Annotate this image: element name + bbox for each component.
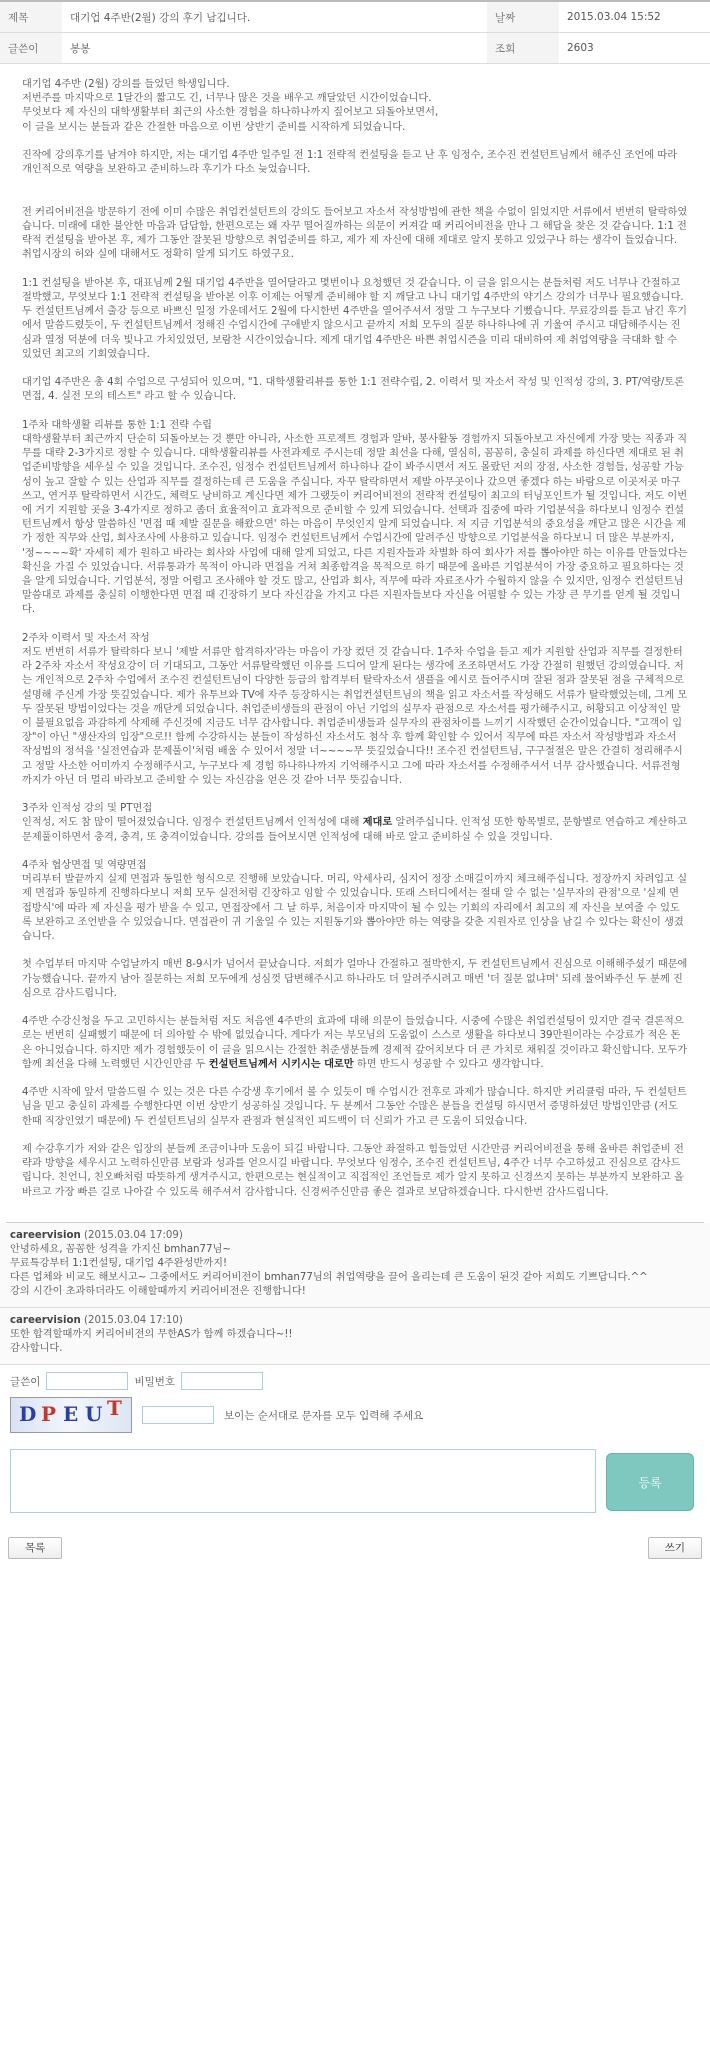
post-meta-table (0, 0, 710, 64)
body-paragraph: 1주차 대학생활 리뷰를 통한 1:1 전략 수립 대학생활부터 최근까지 단순히 되돌아보는 것 뿐만 아니라, 사소한 프로젝트 경험과 알바, 봉사활동 경험까지 되돌아보고 자신에게 가장 맞는 직종과 직무를 대략 2-3가지로 정할 수 있습니다. 대학생활리뷰를 사전과제로 주시는데 정말 최선을 다해, 열심히, 꼼꼼히, 충실히 과제를 하신다면 제대로 된 취업준비방향을 세우실 수 있을 것입니다. 조수진, 임정수 컨설턴트님께서 하나하나 같이 봐주시면서 저도 몰랐던 저의 장점, 사소한 경험들, 성공할 가능성이 높고 잘할 수 있는 산업과 직무를 결정하는데 큰 도움을 주십니다. 자꾸 탈락하면서 제발 아무곳이나 갔으면 좋겠다 하는 바람으로 이곳저곳 마구 쓰고, 연거푸 탈락하면서 시간도, 체력도 낭비하고 계신다면 제가 그랬듯이 커리어비전의 전략적 컨설팅이 최고의 터닝포인트가 될 것입니다. 저도 이번에 거기 지원할 곳을 3-4가지로 정하고 좀더 효율적이고 효과적으로 준비할 수 있게 되었습니다. 선택과 집중에 따라 기업분석을 하다보니 임정수 컨설턴트님께서 항상 말씀하신 '면접 때 제발 질문을 해왔으면' 하는 마음이 무엇인지 알게 되었습니다. 저 지금 기업분석의 중요성을 깨닫고 많은 시간을 제가 정한 직무와 산업, 회사조사에 사용하고 있습니다. 임정수 컨설턴트님께서 수업시간에 알려주신 방향으로 기업분석을 하다보니 더 많은 부분까지, '정~~~~확' 자세히 제가 원하고 바라는 회사와 사업에 대해 알게 되었고, 다른 지원자들과 차별화 하여 회사가 저를 뽑아야만 하는 이유를 만들었다는 확신을 가질 수 있었습니다. 서류통과가 목적이 아니라 면접을 거쳐 최종합격을 목적으로 하기 때문에 올바른 기업분석이 가장 중요하고 필요하다는 것을 알게 되었습니다. 기업분석, 정말 어렵고 조사해야 할 것도 많고, 산업과 회사, 직무에 따라 자료조사가 수월하지 않을 수 있지만, 임정수 컨설턴트님 말씀대로 과제를 충실히 이행한다면 면접 때 긴장하기 보다 자신감을 가지고 다른 지원자들보다 자신을 어필할 수 있는 가장 큰 무기를 얻게 될 것입니다. (22, 419, 688, 616)
body-emphasis: 제대로 (362, 817, 393, 829)
captcha-input[interactable] (142, 1406, 214, 1424)
comment-form (0, 1365, 710, 1439)
body-paragraph: 대기업 4주반 (2월) 강의를 들었던 학생입니다. 저번주를 마지막으로 1달간의 짧고도 긴, 너무나 많은 것을 배우고 깨달았던 시간이었습니다. 무엇보다 제 자신의 대학생활부터 최근의 사소한 경험을 하나하나까지 짚어보고 되돌아보면서, 이 글을 보시는 분들과 같은 간절한 마음으로 이번 상반기 준비를 시작하게 되었습니다. (22, 79, 439, 133)
post-date: 2015.03.04 15:52 (559, 1, 710, 33)
password-field-label: 비밀번호 (134, 1375, 176, 1388)
body-text: 4주반 수강신청을 두고 고민하시는 분들처럼 저도 처음엔 4주반의 효과에 대해 의문이 들었습니다. 시중에 수많은 취업컨설팅이 있지만 결국 결론적으로는 번번히 실패했기 때문에 더 의아할 수 밖에 없었습니다. 게다가 저는 부모님의 도움없이 스스로 생활을 하다보니 39만원이라는 수강료가 적은 돈은 아니었습니다. 하지만 제가 경험했듯이 이 글을 읽으시는 간절한 취준생분들께 경제적 갚어치보다 더 큰 가치로 채워질 것이라고 확신합니다. 모두가 함께 최선을 다해 노력했던 시간인만큼 두 (22, 1016, 688, 1070)
body-paragraph: 4주반 시작에 앞서 말씀드릴 수 있는 것은 다른 수강생 후기에서 볼 수 있듯이 매 수업시간 전후로 과제가 많습니다. 하지만 커리큘럼 따라, 두 컨설턴트님을 믿고 충실히 과제를 수행한다면 이번 상반기 성공하실 것입니다. 두 분께서 그동안 수많은 분들을 컨설팅 하시면서 증명하셨던 방법인만큼 (저도 한때 직장인였기 때문에) 두 컨설턴트님의 실무자 관점과 현실적인 피드백이 더 신뢰가 가고 큰 도움이 되었습니다. (22, 1087, 687, 1127)
post-body (0, 64, 710, 1222)
body-text: 하면 반드시 성공할 수 있다고 생각합니다. (353, 1058, 544, 1070)
body-text: 알려주십니다. 인적성 또한 항목별로, 문항별로 연습하고 계산하고 문제풀이하면서 충격, 충격, 또 충격이었습니다. 강의를 들어보시면 인적성에 대해 바로 알고 준비하실 수 있을 것입니다. (22, 817, 688, 843)
submit-comment-button[interactable]: 등록 (606, 1453, 694, 1511)
body-paragraph (22, 1015, 688, 1072)
body-paragraph: 첫 수업부터 마지막 수업날까지 매번 8-9시가 넘어서 끝났습니다. 저희가 얼마나 간절하고 절박한지, 두 컨설턴트님께서 진심으로 이해해주셨기 때문에 가능했습니다. 끝까지 남아 질문하는 저희 모두에게 성심껏 답변해주시고 하나라도 더 알려주시려고 매번 '더 질문 없냐며' 되레 물어봐주신 두 분께 진심으로 감사드립니다. (22, 959, 688, 999)
captcha-char: E (63, 1402, 79, 1427)
body-paragraph: 전 커리어비전을 방문하기 전에 이미 수많은 취업컨설턴트의 강의도 들어보고 자소서 작성방법에 관한 책을 수없이 읽었지만 서류에서 번번히 탈락하였습니다. 미래에 대한 불안한 마음과 답답함, 한편으로는 왜 자꾸 떨어질까하는 의문이 커져갈 때 커리어비전을 만나 그 해답을 찾은 것 같습니다. 1:1 전략적 컨설팅을 받아본 후, 제가 그동안 잘못된 방향으로 취업준비를 하고, 제가 제 자신에 대해 제대로 알지 못하고 있었구나 하는 생각이 들었습니다. 취업시장의 허와 실에 대해서도 정확히 알게 되기도 하였구요. (22, 206, 688, 261)
password-field[interactable] (181, 1372, 263, 1390)
views-label: 조회 (487, 33, 559, 64)
body-emphasis: 컨설턴트님께서 시키시는 대로만 (208, 1058, 354, 1070)
captcha-char: D (19, 1402, 37, 1427)
captcha-char: T (107, 1397, 122, 1421)
body-paragraph: 제 수강후기가 저와 같은 입장의 분들께 조금이나마 도움이 되길 바랍니다. 그동안 좌절하고 힘들었던 시간만큼 커리어비전을 통해 올바른 취업준비 전략과 방향을 세우시고 노력하신만큼 보람과 성과를 얻으시길 바랍니다. 무엇보다 임정수, 조수진 컨설턴트님, 4주간 너무 수고하셨고 진심으로 감사드립니다. 친언니, 친오빠처럼 따뜻하게 생겨주시고, 한편으로는 현실적이고 직접적인 조언들로 제가 알지 못하고 신경쓰지 못하는 부분까지 보완하고 올바르고 가장 빠른 길로 나아갈 수 있도록 해주셔서 감사합니다. 신경써주신만큼 좋은 결과로 보답하겠습니다. 다시한번 감사드립니다. (22, 1144, 684, 1198)
comment-item (0, 1308, 710, 1365)
post-author: 봉봉 (62, 33, 487, 64)
comment-author: careervision (10, 1230, 81, 1242)
author-label: 글쓴이 (0, 33, 62, 64)
author-field[interactable] (46, 1372, 128, 1390)
post-views: 2603 (559, 33, 710, 64)
title-label: 제목 (0, 1, 62, 33)
comment-text: 또한 합격할때까지 커리어비전의 무한AS가 함께 하겠습니다~!! 감사합니다. (10, 1329, 293, 1355)
date-label: 날짜 (487, 1, 559, 33)
captcha-char: U (85, 1402, 103, 1427)
body-paragraph: 진작에 강의후기를 남겨야 하지만, 저는 대기업 4주반 일주일 전 1:1 전략적 컨설팅을 듣고 난 후 임정수, 조수진 컨설턴트님께서 해주신 조언에 따라 개인적으로 역량을 보완하고 준비하느라 후기가 다소 늦었습니다. (22, 150, 678, 176)
body-paragraph (22, 802, 688, 845)
body-paragraph: 2주차 이력서 및 자소서 작성 저도 번번히 서류가 탈락하다 보니 '제발 서류만 합격하자'라는 마음이 가장 컸던 것 같습니다. 1주차 수업을 듣고 제가 지원할 산업과 직무를 결정한터라 2주차 자소서 작성요강이 더 기대되고, 그동안 서류탈락했던 이유를 드디어 알게 된다는 생각에 조조하면서도 가장 간절히 원했던 강의였습니다. 저는 개인적으로 2주차 수업에서 조수진 컨설턴트님이 다양한 등급의 합격부터 탈락자소서 샘플을 예시로 들어주시며 잘된 점과 잘못된 점을 구체적으로 설명해 주신게 가장 뜻깊었습니다. 제가 유투브와 TV에 자주 등장하시는 취업컨설턴트님의 책을 읽고 자소서를 작성해도 서류가 탈락했었는데, 그게 모두 잘못된 방법이었다는 것을 깨닫게 되었습니다. 취업준비생들의 관점이 아닌 기업의 실무자 관점으로 자소서를 평가해주시고, 허황되고 이상적인 말이 불필요없음 과감하게 삭제해 주신것에 지금도 너무 감사합니다. 취업준비생들과 실무자의 관점차이를 느끼기 시작했던 순간이었습니다. "고객이 입장"이 아닌 "생산자의 입장"으로!! 함께 수강하시는 분들이 작성하신 자소서도 첨삭 후 함께 확인할 수 있어서 직무에 따른 자소서 작성방법과 자소서 작성법의 정석을 '실전연습과 문제풀이'처럼 배울 수 있어서 정말 너~~~~무 뜻깊었습니다!! 조수진 컨설턴트님, 구구절절은 말은 간결히 정리해주시고 정말 사소한 어미까지 수정해주시고, 누구보다 제 경험 하나하나까지 기억해주시고 그에 따라 자소서를 수정해주셔서 너무 감사했습니다. 서류전형까지가 아닌 더 멀리 바라보고 준비할 수 있는 자신감을 얻은 것 같아 너무 뜻깊습니다. (22, 632, 688, 786)
body-paragraph: 4주차 협상면접 및 역량면접 머리부터 발끝까지 실제 면접과 동일한 형식으로 진행해 보았습니다. 머리, 악세사리, 심지어 정장 소매길이까지 체크해주십니다. 정장까지 차려입고 실제 면접과 동일하게 진행하다보니 저희 모두 실전처럼 긴장하고 임할 수 있었습니다. 또래 스터디에서는 절대 알 수 없는 '실무자의 관점'으로 '실제 면접방식'에 따라 제 자신을 평가 받을 수 있고, 면접장에서 그 날 하루, 처음이자 마지막이 될 수 있는 기회의 자리에서 최고의 제 자신을 보여줄 수 있도록 보완하고 조언받을 수 있었습니다. 면접관이 귀 기울일 수 있는 지원동기와 뽑아야만 하는 역량을 갖춘 지원자로 인상을 남길 수 있다는 확신이 생겼습니다. (22, 860, 688, 943)
captcha-hint: 보이는 순서대로 문자를 모두 입력해 주세요 (224, 1409, 424, 1422)
list-button[interactable]: 목록 (8, 1537, 62, 1559)
post-title: 대기업 4주반(2월) 강의 후기 남깁니다. (62, 1, 487, 33)
comment-item (0, 1223, 710, 1308)
author-field-label: 글쓴이 (10, 1375, 41, 1388)
comment-text: 안녕하세요, 꼼꼼한 성격을 가지신 bmhan77님~ 무료특강부터 1:1컨설팅, 대기업 4주완성반까지! 다른 업체와 비교도 해보시고~ 그중에서도 커리어비전이 bmhan77님의 취업역량을 끌어 올리는데 큰 도움이 된것 같아 저희도 기쁘답니다.^^ 강의 시간이 초과하더라도 이해할때까지 커리어비전은 진행합니다! (10, 1244, 648, 1298)
write-button[interactable]: 쓰기 (648, 1537, 702, 1559)
body-paragraph: 1:1 컨설팅을 받아본 후, 대표님께 2월 대기업 4주반을 열어달라고 몇번이나 요청했던 것 같습니다. 이 글을 읽으시는 분들처럼 저도 너무나 간절하고 절박했고, 무엇보다 1:1 전략적 컨설팅을 받아본 이후 이제는 어떻게 준비해야 할 지 깨달고 나니 대기업 4주반의 약기스 강의가 너무나 필요했습니다. 두 컨설턴트님께서 출강 등으로 바쁘신 일정 가운데서도 2월에 다시한번 4주반을 열어주셔서 정말 그 누구보다 기뻤습니다. 무료강의를 듣고 남긴 후기에서 말씀드렸듯이, 두 컨설턴트님께서 정해진 수업시간에 구애받지 않으시고 끝까지 저희 모두의 질문 하나하나에 귀 기울여 주시고 대답해주시는 진심과 열정 덕분에 더욱 빛나고 가치있었던, 보람찬 시간이었습니다. 제게 대기업 4주반은 바쁜 취업시즌을 미리 대비하여 제 취업역량을 극대화 할 수 있었던 최고의 기회였습니다. (22, 277, 687, 360)
captcha-image (10, 1397, 132, 1433)
comment-time: (2015.03.04 17:09) (83, 1230, 183, 1242)
comment-author: careervision (10, 1315, 81, 1327)
comment-textarea[interactable] (10, 1449, 596, 1513)
comment-time: (2015.03.04 17:10) (83, 1315, 183, 1327)
body-text: 3주차 인적성 강의 및 PT면접 인적성, 저도 참 많이 떨어졌었습니다. 임정수 컨설턴트님께서 인적성에 대해 (22, 803, 360, 829)
body-paragraph: 대기업 4주반은 총 4회 수업으로 구성되어 있으며, "1. 대학생활리뷰를 통한 1:1 전략수립, 2. 이력서 및 자소서 작성 및 인적성 강의, 3. PT/역량/토론 면접, 4. 실전 모의 테스트" 라고 할 수 있습니다. (22, 377, 685, 403)
captcha-char: P (41, 1402, 57, 1427)
